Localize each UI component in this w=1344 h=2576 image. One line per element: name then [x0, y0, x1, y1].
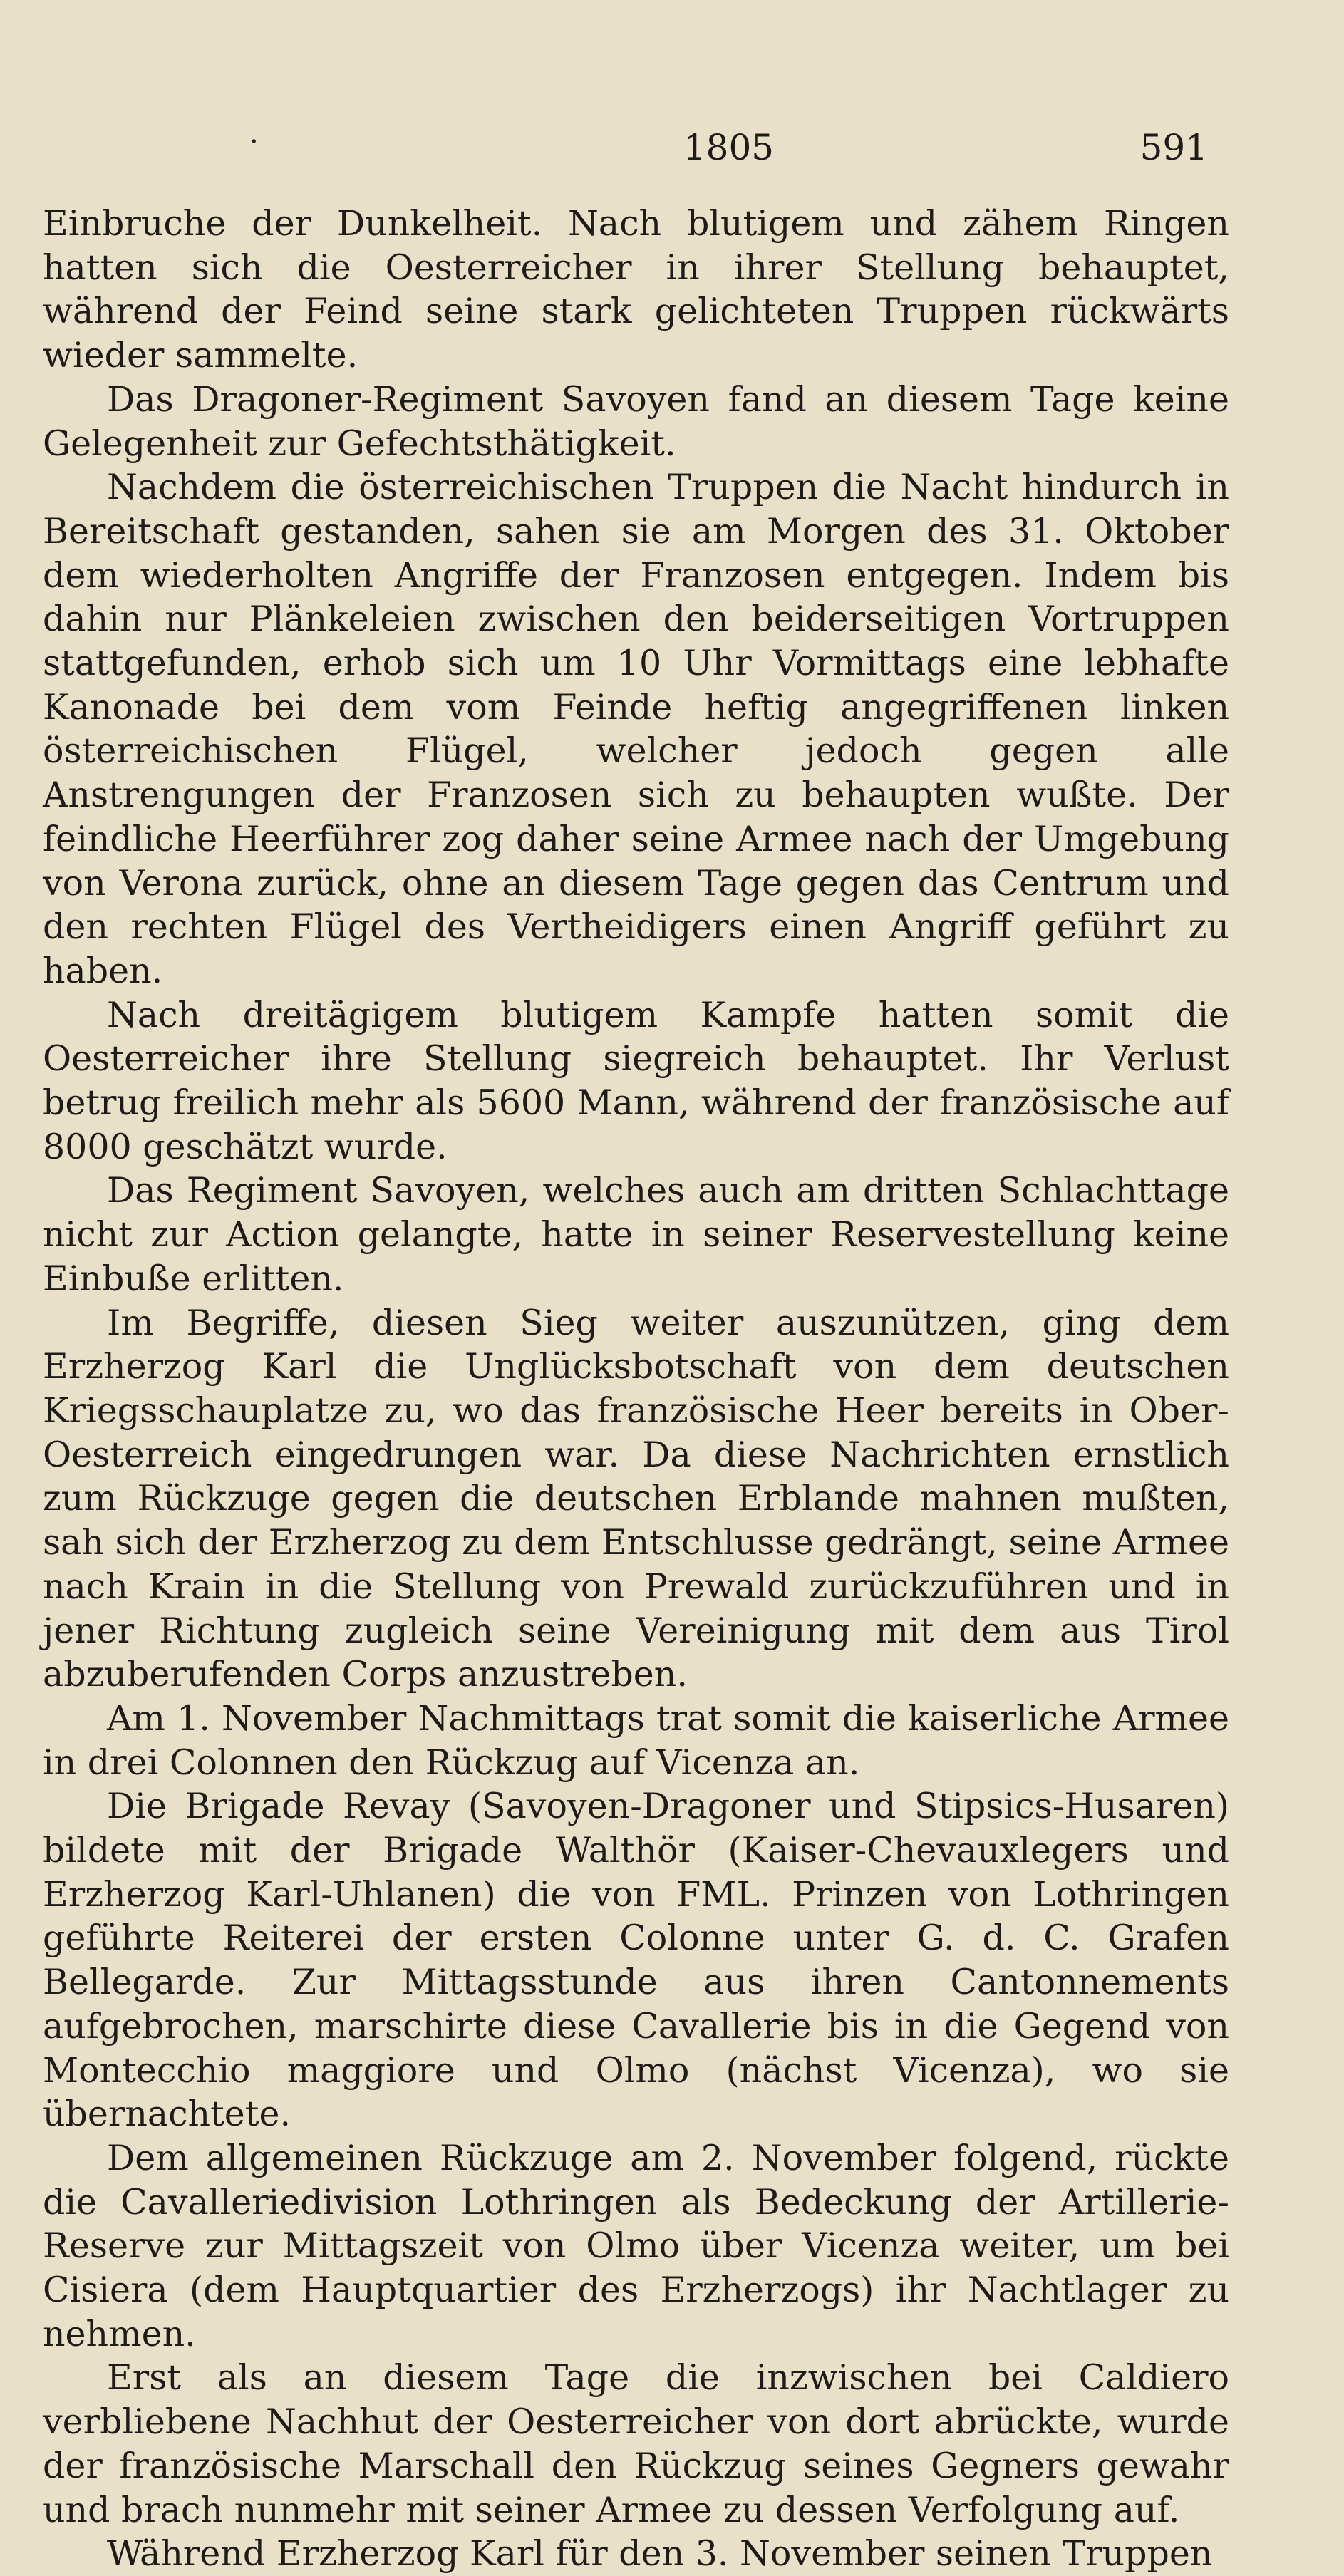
paragraph: Dem allgemeinen Rückzuge am 2. November folgend, rückte die Cavalleriedivision Lothringen als Bedeckung der Artillerie-Reserve zur Mittagszeit von Olmo über Vicenza weiter, um bei Cisiera (dem Hauptquartier des Erzherzogs) ihr Nachtlager zu nehmen.	[43, 2137, 1229, 2354]
paragraph: Das Dragoner-Regiment Savoyen fand an diesem Tage keine Gelegenheit zur Gefechtsthätigkeit.	[43, 378, 1229, 464]
paragraph: Einbruche der Dunkelheit. Nach blutigem und zähem Ringen hatten sich die Oesterreicher in ihrer Stellung behauptet, während der Feind seine stark gelichteten Truppen rückwärts wieder sammelte.	[43, 203, 1229, 376]
paragraph: Im Begriffe, diesen Sieg weiter auszunützen, ging dem Erzherzog Karl die Unglücksbotschaft von dem deutschen Kriegsschauplatze zu, wo das französische Heer bereits in Ober-Oesterreich eingedrungen war. Da diese Nachrichten ernstlich zum Rückzuge gegen die deutschen Erblande mahnen mußten, sah sich der Erzherzog zu dem Entschlusse gedrängt, seine Armee nach Krain in die Stellung von Prewald zurückzuführen und in jener Richtung zugleich seine Vereinigung mit dem aus Tirol abzuberufenden Corps anzustreben.	[43, 1302, 1229, 1695]
page-number: 591	[1139, 127, 1208, 168]
header-year: 1805	[683, 127, 775, 168]
body-text	[43, 202, 1229, 2576]
paragraph: Das Regiment Savoyen, welches auch am dritten Schlachttage nicht zur Action gelangte, hatte in seiner Reservestellung keine Einbuße erlitten.	[43, 1170, 1229, 1299]
paragraph: Nach dreitägigem blutigem Kampfe hatten somit die Oesterreicher ihre Stellung siegreich behauptet. Ihr Verlust betrug freilich mehr als 5600 Mann, während der französische auf 8000 geschätzt wurde.	[43, 994, 1229, 1167]
paragraph: Nachdem die österreichischen Truppen die Nacht hindurch in Bereitschaft gestanden, sahen sie am Morgen des 31. Oktober dem wiederholten Angriffe der Franzosen entgegen. Indem bis dahin nur Plänkeleien zwischen den beiderseitigen Vortruppen stattgefunden, erhob sich um 10 Uhr Vormittags eine lebhafte Kanonade bei dem vom Feinde heftig angegriffenen linken österreichischen Flügel, welcher jedoch gegen alle Anstrengungen der Franzosen sich zu behaupten wußte. Der feindliche Heerführer zog daher seine Armee nach der Umgebung von Verona zurück, ohne an diesem Tage gegen das Centrum und den rechten Flügel des Vertheidigers einen Angriff geführt zu haben.	[43, 467, 1229, 991]
running-header	[249, 123, 1208, 172]
paragraph: Am 1. November Nachmittags trat somit die kaiserliche Armee in drei Colonnen den Rückzug auf Vicenza an.	[43, 1697, 1229, 1783]
paragraph: Die Brigade Revay (Savoyen-Dragoner und Stipsics-Husaren) bildete mit der Brigade Walthör (Kaiser-Chevauxlegers und Erzherzog Karl-Uhlanen) die von FML. Prinzen von Lothringen geführte Reiterei der ersten Colonne unter G. d. C. Grafen Bellegarde. Zur Mittagsstunde aus ihren Cantonnements aufgebrochen, marschirte diese Cavallerie bis in die Gegend von Montecchio maggiore und Olmo (nächst Vicenza), wo sie übernachtete.	[43, 1786, 1229, 2135]
paragraph: Erst als an diesem Tage die inzwischen bei Caldiero verbliebene Nachhut der Oesterreicher von dort abrückte, wurde der französische Marschall den Rückzug seines Gegners gewahr und brach nunmehr mit seiner Armee zu dessen Verfolgung auf.	[43, 2357, 1229, 2530]
paragraph: Während Erzherzog Karl für den 3. November seinen Truppen	[107, 2533, 1213, 2575]
header-dot: ·	[249, 125, 259, 158]
